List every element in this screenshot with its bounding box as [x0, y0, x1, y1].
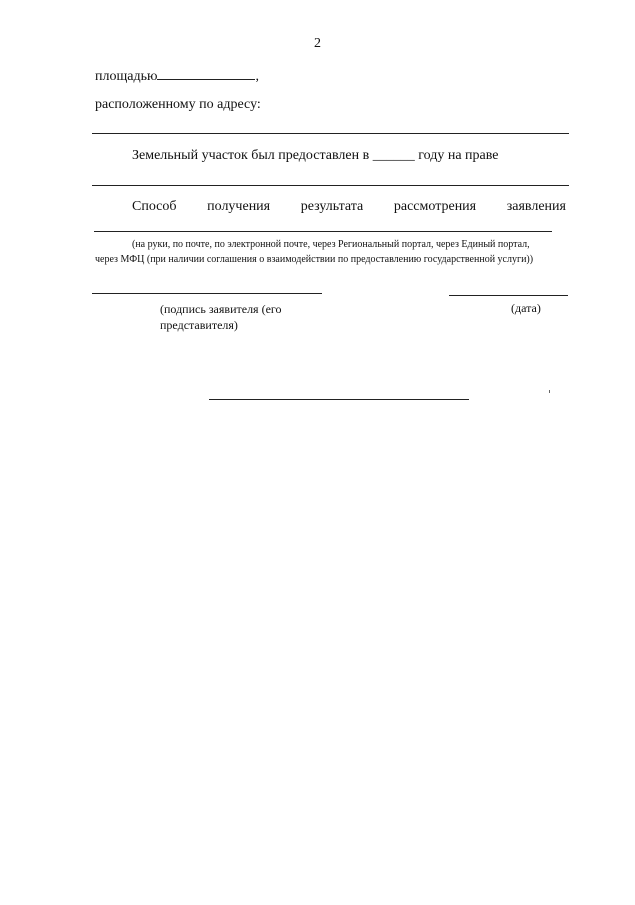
signature-caption-line2: представителя)	[160, 318, 238, 332]
land-grant-year-blank: ______	[372, 148, 415, 163]
signature-caption	[160, 301, 340, 333]
scan-speck	[549, 390, 550, 393]
land-grant-line	[132, 148, 499, 164]
receipt-method-note	[95, 237, 565, 267]
address-blank-line	[92, 133, 569, 134]
area-line	[95, 67, 259, 85]
page-number: 2	[314, 36, 321, 51]
land-right-blank-line	[92, 185, 569, 186]
address-label: расположенному по адресу:	[95, 97, 261, 112]
receipt-note-line2: через МФЦ (при наличии соглашения о взаимодействии по предоставлению государственной услуги))	[95, 254, 534, 265]
area-blank	[157, 67, 255, 80]
receipt-note-line1: (на руки, по почте, по электронной почте, через Региональный портал, через Единый портал,	[132, 239, 530, 250]
date-caption: (дата)	[511, 301, 541, 315]
date-blank-line	[449, 295, 568, 296]
signature-caption-line1: (подпись заявителя (его	[160, 302, 282, 316]
receipt-method-blank-line	[94, 231, 552, 232]
receipt-method-word: рассмотрения	[393, 199, 477, 214]
land-grant-after: году на праве	[418, 148, 499, 163]
land-grant-before: Земельный участок был предоставлен в	[132, 148, 370, 163]
signature-blank-line	[92, 293, 322, 294]
receipt-method-word: результата	[300, 199, 364, 214]
receipt-method-word: заявления	[506, 199, 566, 214]
area-label: площадью	[95, 69, 158, 84]
receipt-method-word: Способ	[132, 199, 177, 214]
closing-rule	[209, 399, 469, 400]
receipt-method-row	[132, 199, 566, 215]
receipt-method-word: получения	[207, 199, 271, 214]
area-suffix: ,	[255, 69, 259, 84]
